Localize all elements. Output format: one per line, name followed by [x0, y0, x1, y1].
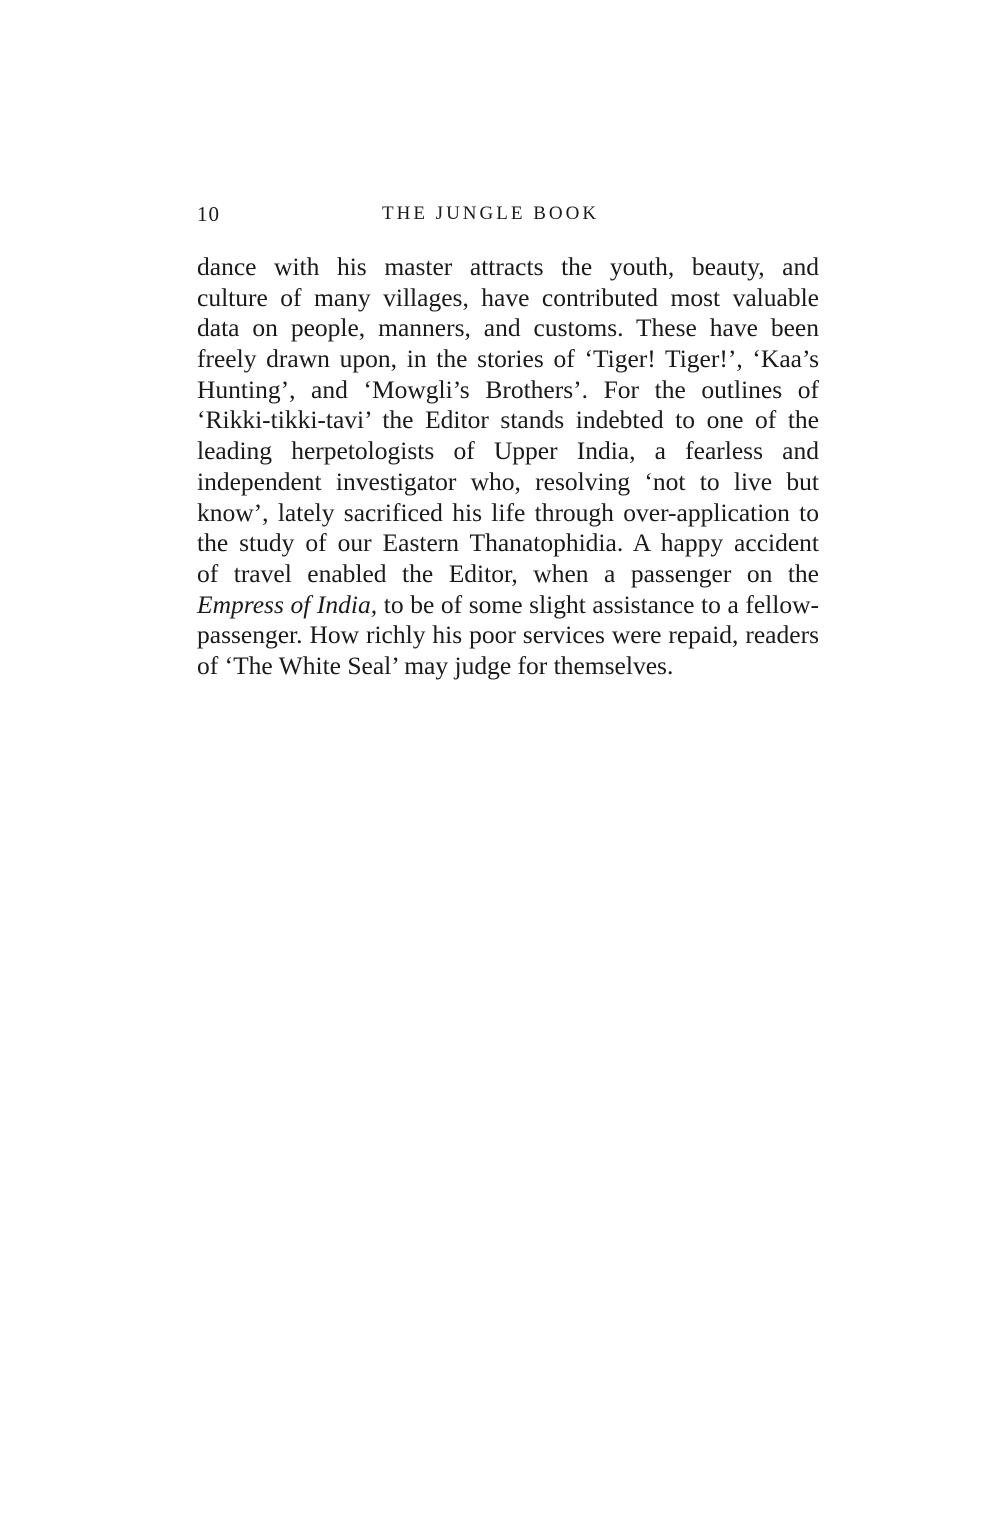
text-line: know’, lately sacrificed his life through over-application to — [197, 497, 819, 527]
text-line-rest: to be of some slight assistance to a fellow- — [377, 589, 819, 619]
text-line: dance with his master attracts the youth, beauty, and — [197, 252, 819, 281]
running-head — [197, 199, 819, 229]
text-line-with-italic — [197, 590, 819, 621]
text-line: independent investigator who, resolving ‘not to live but — [197, 466, 819, 496]
ship-name-italic: Empress of India, — [197, 589, 378, 619]
text-line: of travel enabled the Editor, when a passenger on the — [197, 558, 819, 588]
text-line: ‘Rikki-tikki-tavi’ the Editor stands indebted to one of the — [197, 405, 819, 435]
text-line-last: of ‘The White Seal’ may judge for themselves. — [197, 650, 674, 680]
page-number: 10 — [197, 202, 220, 226]
text-line: the study of our Eastern Thanatophidia. A happy accident — [197, 528, 819, 558]
text-line: data on people, manners, and customs. These have been — [197, 313, 819, 343]
text-line: leading herpetologists of Upper India, a fearless and — [197, 436, 819, 466]
text-line: freely drawn upon, in the stories of ‘Tiger! Tiger!’, ‘Kaa’s — [197, 344, 819, 374]
text-line: culture of many villages, have contributed most valuable — [197, 282, 819, 312]
running-title: THE JUNGLE BOOK — [382, 203, 600, 224]
body-paragraph — [197, 252, 819, 682]
text-line: Hunting’, and ‘Mowgli’s Brothers’. For the outlines of — [197, 374, 819, 404]
text-line: passenger. How richly his poor services were repaid, readers — [197, 620, 819, 650]
